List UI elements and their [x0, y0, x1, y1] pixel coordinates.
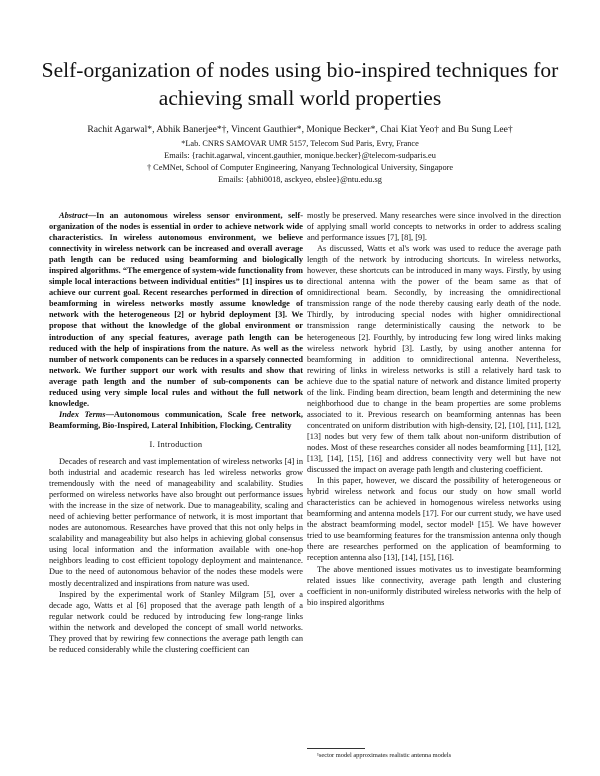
- abstract-text: —In an autonomous wireless sensor environment, self-organization of the nodes is essential in order to achieve network wide characteristics. In wireless autonomous environment, we believe connectivity in wireless network can be increased and overall average path length can be reduced using beamforming and biologically inspired algorithms. “The emergence of system-wide functionality from simple local interactions between individual entities” [1] inspires us to achieve our current goal. Recent researches performed in direction of beamforming in wireless networks mostly assume knowledge of network with the heterogeneous [2] or hybrid deployment [3]. We propose that without the knowledge of the global environment or introduction of any special features, average path length can be reduced with the help of inspirations from the nature. As well as the number of network components can be reduces in a sparsely connected network. We further support our work with results and show that average path length and the number of sub-components can be reduced using very simple local rules and without the full network knowledge.: [49, 211, 303, 408]
- body-paragraph: mostly be preserved. Many researches were since involved in the direction of applying small world concepts to networks in order to address scaling and performance issues [7], [8], [9].: [307, 211, 561, 243]
- affiliation-2: † CeMNet, School of Computer Engineering, Nanyang Technological University, Singapore: [146, 163, 454, 172]
- left-column: [49, 210, 303, 655]
- footnote: ¹sector model approximates realistic antenna models: [317, 752, 452, 759]
- index-terms-label: Index Terms: [59, 409, 106, 419]
- affiliation-1: *Lab. CNRS SAMOVAR UMR 5157, Telecom Sud Paris, Evry, France: [181, 139, 419, 148]
- abstract: [49, 210, 303, 409]
- index-terms-text: —Autonomous communication, Scale free network, Beamforming, Bio-Inspired, Lateral Inhibition, Flocking, Centrality: [49, 409, 303, 430]
- emails-2: Emails: {abhi0018, asckyeo, ebslee}@ntu.edu.sg: [218, 175, 382, 184]
- body-paragraph: As discussed, Watts et al's work was used to reduce the average path length of the network by introducing shortcuts. In wireless networks, however, these shortcuts can be introduced in many ways. Firstly, by using directional antenna with the power of the beam same as that of omnidirectional beam. Secondly, by increasing the omnidirectional transmission range of the node thereby causing early death of the node. Thirdly, by introducing special nodes with higher omnidirectional transmission range deterministically causing the network to be heterogeneous [2]. Fourthly, by introducing few long wired links making wireless network hybrid [3]. Lastly, by using another antenna for beamforming in addition to omnidirectional antenna. Nevertheless, rewiring of links in wireless networks is still a relatively hard task to achieve due to the spatial nature of network and distance limited property of the link. Finding beam direction, beam length and determining the new neighborhood due to change in the beam properties are some problems associated to it. Previous research on beamforming antennas has been concentrated on uniform distribution with high-density, [2], [10], [11], [12], [13] nodes but very few of them talk about non-uniform distribution of nodes. Most of these researches consider all nodes beamforming [11], [12], [13], [14], [15], [16] and address connectivity very well but have not discussed the impact on average path length and clustering coefficient.: [307, 244, 561, 475]
- index-terms: [49, 409, 303, 431]
- abstract-label: Abstract: [59, 211, 88, 220]
- body-paragraph: The above mentioned issues motivates us to investigate beamforming related issues like connectivity, average path length and clustering coefficient in non-uniformly distributed wireless networks with the help of bio inspired algorithms: [307, 564, 561, 607]
- body-paragraph: In this paper, however, we discard the possibility of heterogeneous or hybrid wireless network and focus our study on how small world characteristics can be achieved in homogenous wireless networks using beamforming and antenna models [17]. For our current study, we have used the abstract beamforming model, sector model¹ [15]. We have however tried to use beamforming features for the transmission antenna only though there are researches performed on the application of beamforming to reception antenna also [13], [14], [15], [16].: [307, 476, 561, 563]
- footnote-divider: [307, 748, 365, 749]
- body-paragraph: Decades of research and vast implementation of wireless networks [4] in both industrial and academic research has led wireless networks grow tremendously with the need of manageability and scalability. Studies performed on wireless networks have also brought out performance issues with the increase in the size of network. Due to manageability, scaling and need of achieving better performance of network, it is most important that nodes are autonomous. Researches have proved that this not only helps in scalability and manageability but also helps in achieving global consensus using local information and the information available with one-hop neighbors leading to cost efficient topology deployment and maintenance. Due to the need of autonomous behavior of the nodes these models were mostly decentralized and inspirations from nature was used.: [49, 456, 303, 588]
- body-paragraph: Inspired by the experimental work of Stanley Milgram [5], over a decade ago, Watts et al [6] proposed that the average path length of a regular network could be reduced by introducing few long-range links within the network and developed the concept of small world networks. They proved that by rewiring few connections the average path length can be reduced considerably while the clustering coefficient can: [49, 589, 303, 654]
- paper-title: Self-organization of nodes using bio-inspired techniques for achieving small world properties: [41, 58, 559, 110]
- author-list: Rachit Agarwal*, Abhik Banerjee*†, Vincent Gauthier*, Monique Becker*, Chai Kiat Yeo† and Bu Sung Lee†: [87, 124, 513, 135]
- right-column: [307, 210, 561, 608]
- section-heading: I. Introduction: [149, 439, 203, 449]
- emails-1: Emails: {rachit.agarwal, vincent.gauthier, monique.becker}@telecom-sudparis.eu: [164, 151, 436, 160]
